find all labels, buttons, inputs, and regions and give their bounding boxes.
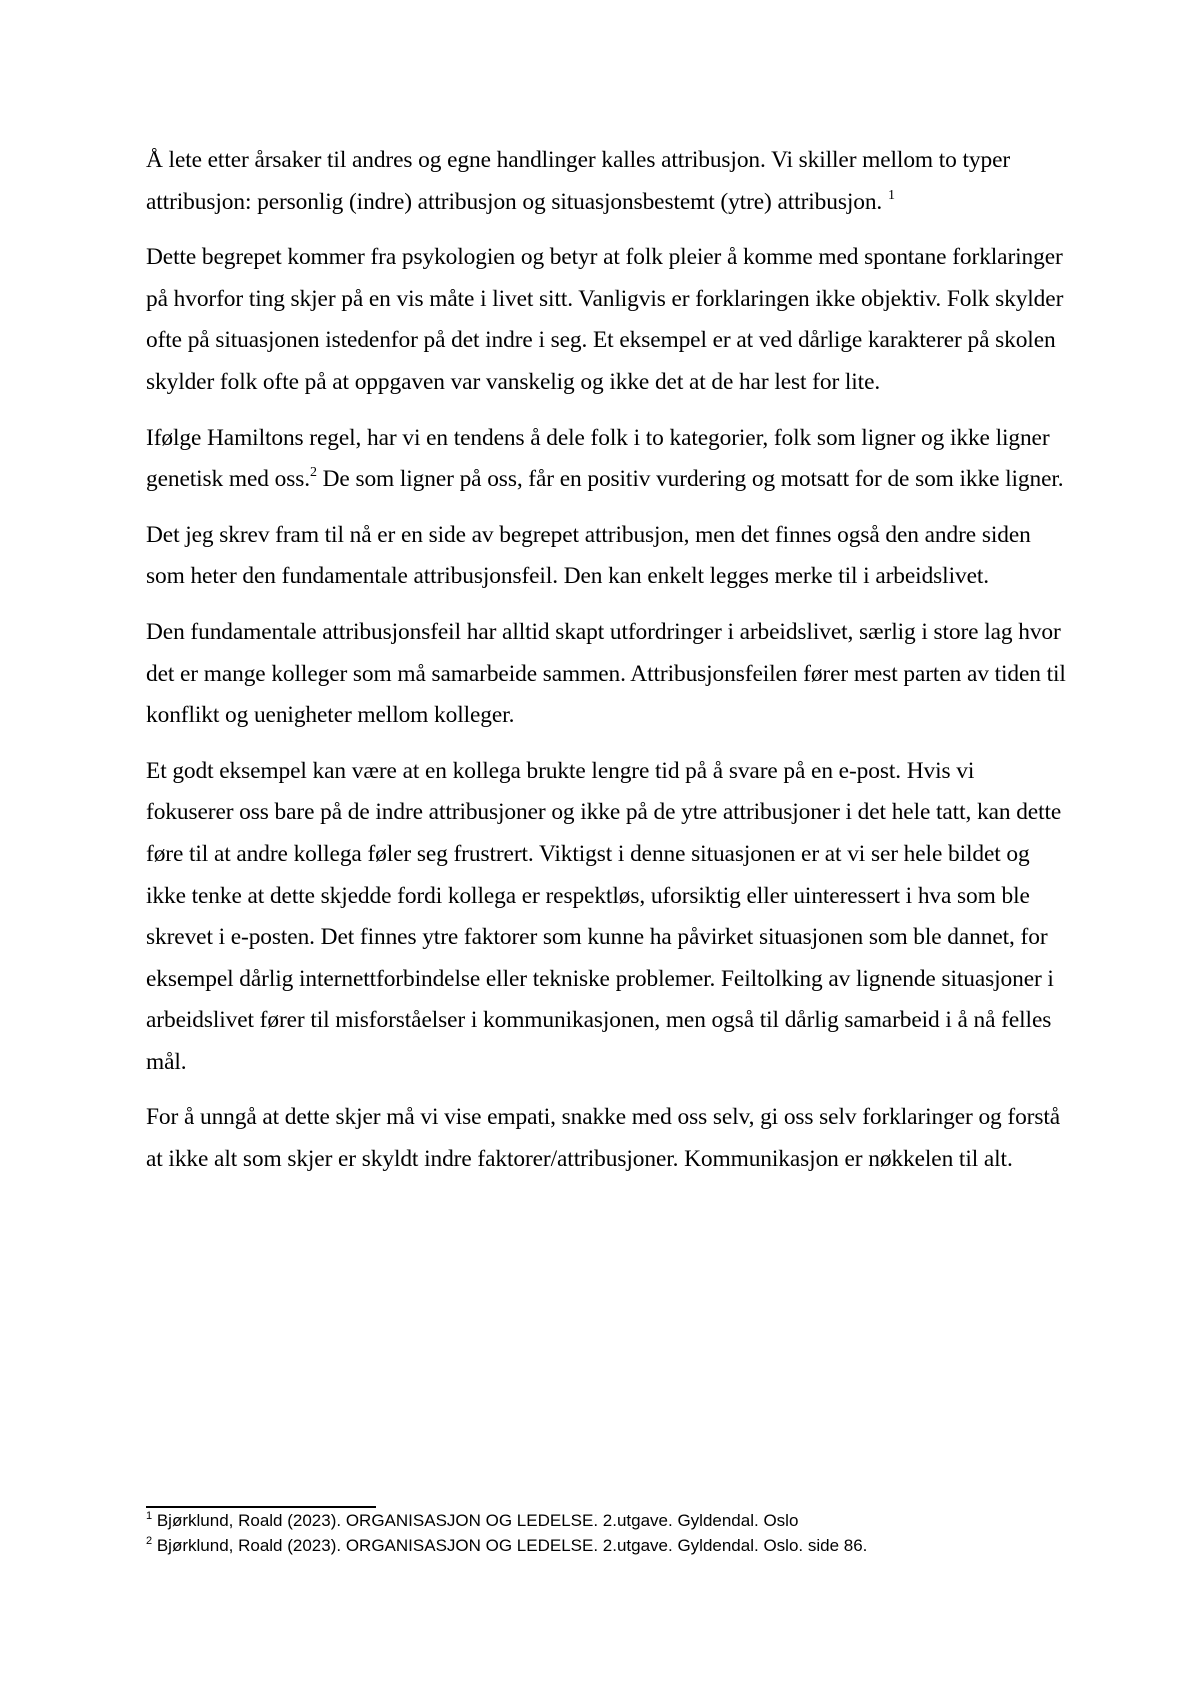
paragraph-7: For å unngå at dette skjer må vi vise empati, snakke med oss selv, gi oss selv forklaringer og forstå at ikke alt som skjer er skyldt indre faktorer/attribusjoner. Kommunikasjon er nøkkelen til alt. [146,1104,1061,1173]
paragraph-3-text-after: De som ligner på oss, får en positiv vurdering og motsatt for de som ikke ligner. [316,466,1064,493]
paragraph-4: Det jeg skrev fram til nå er en side av begrepet attribusjon, men det finnes også den andre siden som heter den fundamentale attribusjonsfeil. Den kan enkelt legges merke til i arbeidslivet. [146,521,1031,590]
footnote-text: Bjørklund, Roald (2023). ORGANISASJON OG LEDELSE. 2.utgave. Gyldendal. Oslo. side 86. [152,1536,868,1555]
footnote-text: Bjørklund, Roald (2023). ORGANISASJON OG LEDELSE. 2.utgave. Gyldendal. Oslo [152,1511,799,1530]
footnote-number: 1 [146,1510,153,1523]
paragraph-6: Et godt eksempel kan være at en kollega brukte lengre tid på å svare på en e-post. Hvis vi fokuserer oss bare på de indre attribusjoner og ikke på de ytre attribusjoner i det hele tatt, kan dette føre til at andre kollega føler seg frustrert. Viktigst i denne situasjonen er at vi ser hele bildet og ikke tenke at dette skjedde fordi kollega er respektløs, uforsiktig eller uinteressert i hva som ble skrevet i e-posten. Det finnes ytre faktorer som kunne ha påvirket situasjonen som ble dannet, for eksempel dårlig internettforbindelse eller tekniske problemer. Feiltolking av lignende situasjoner i arbeidslivet fører til misforståelser i kommunikasjonen, men også til dårlig samarbeid i å nå felles mål. [146,757,1062,1075]
document-body [146,140,1066,1195]
paragraph-2: Dette begrepet kommer fra psykologien og betyr at folk pleier å komme med spontane forklaringer på hvorfor ting skjer på en vis måte i livet sitt. Vanligvis er forklaringen ikke objektiv. Folk skylder ofte på situasjonen istedenfor på det indre i seg. Et eksempel er at ved dårlige karakterer på skolen skylder folk ofte på at oppgaven var vanskelig og ikke det at de har lest for lite. [146,244,1064,395]
paragraph-3 [146,418,1066,501]
footnote-1 [146,1508,1066,1533]
footnote-ref-1: 1 [887,187,895,203]
footnote-ref-2: 2 [309,465,317,481]
footnotes [146,1508,1066,1558]
paragraph-1 [146,140,1066,223]
paragraph-3-text-before: Ifølge Hamiltons regel, har vi en tendens å dele folk i to kategorier, folk som ligner og ikke ligner genetisk med oss. [146,424,1050,493]
footnote-2 [146,1533,1066,1558]
footnote-number: 2 [146,1535,153,1548]
paragraph-1-text: Å lete etter årsaker til andres og egne handlinger kalles attribusjon. Vi skiller mellom to typer attribusjon: personlig (indre) attribusjon og situasjonsbestemt (ytre) attribusjon. [146,147,1011,215]
paragraph-5: Den fundamentale attribusjonsfeil har alltid skapt utfordringer i arbeidslivet, særlig i store lag hvor det er mange kolleger som må samarbeide sammen. Attribusjonsfeilen fører mest parten av tiden til konflikt og uenigheter mellom kolleger. [146,618,1066,729]
